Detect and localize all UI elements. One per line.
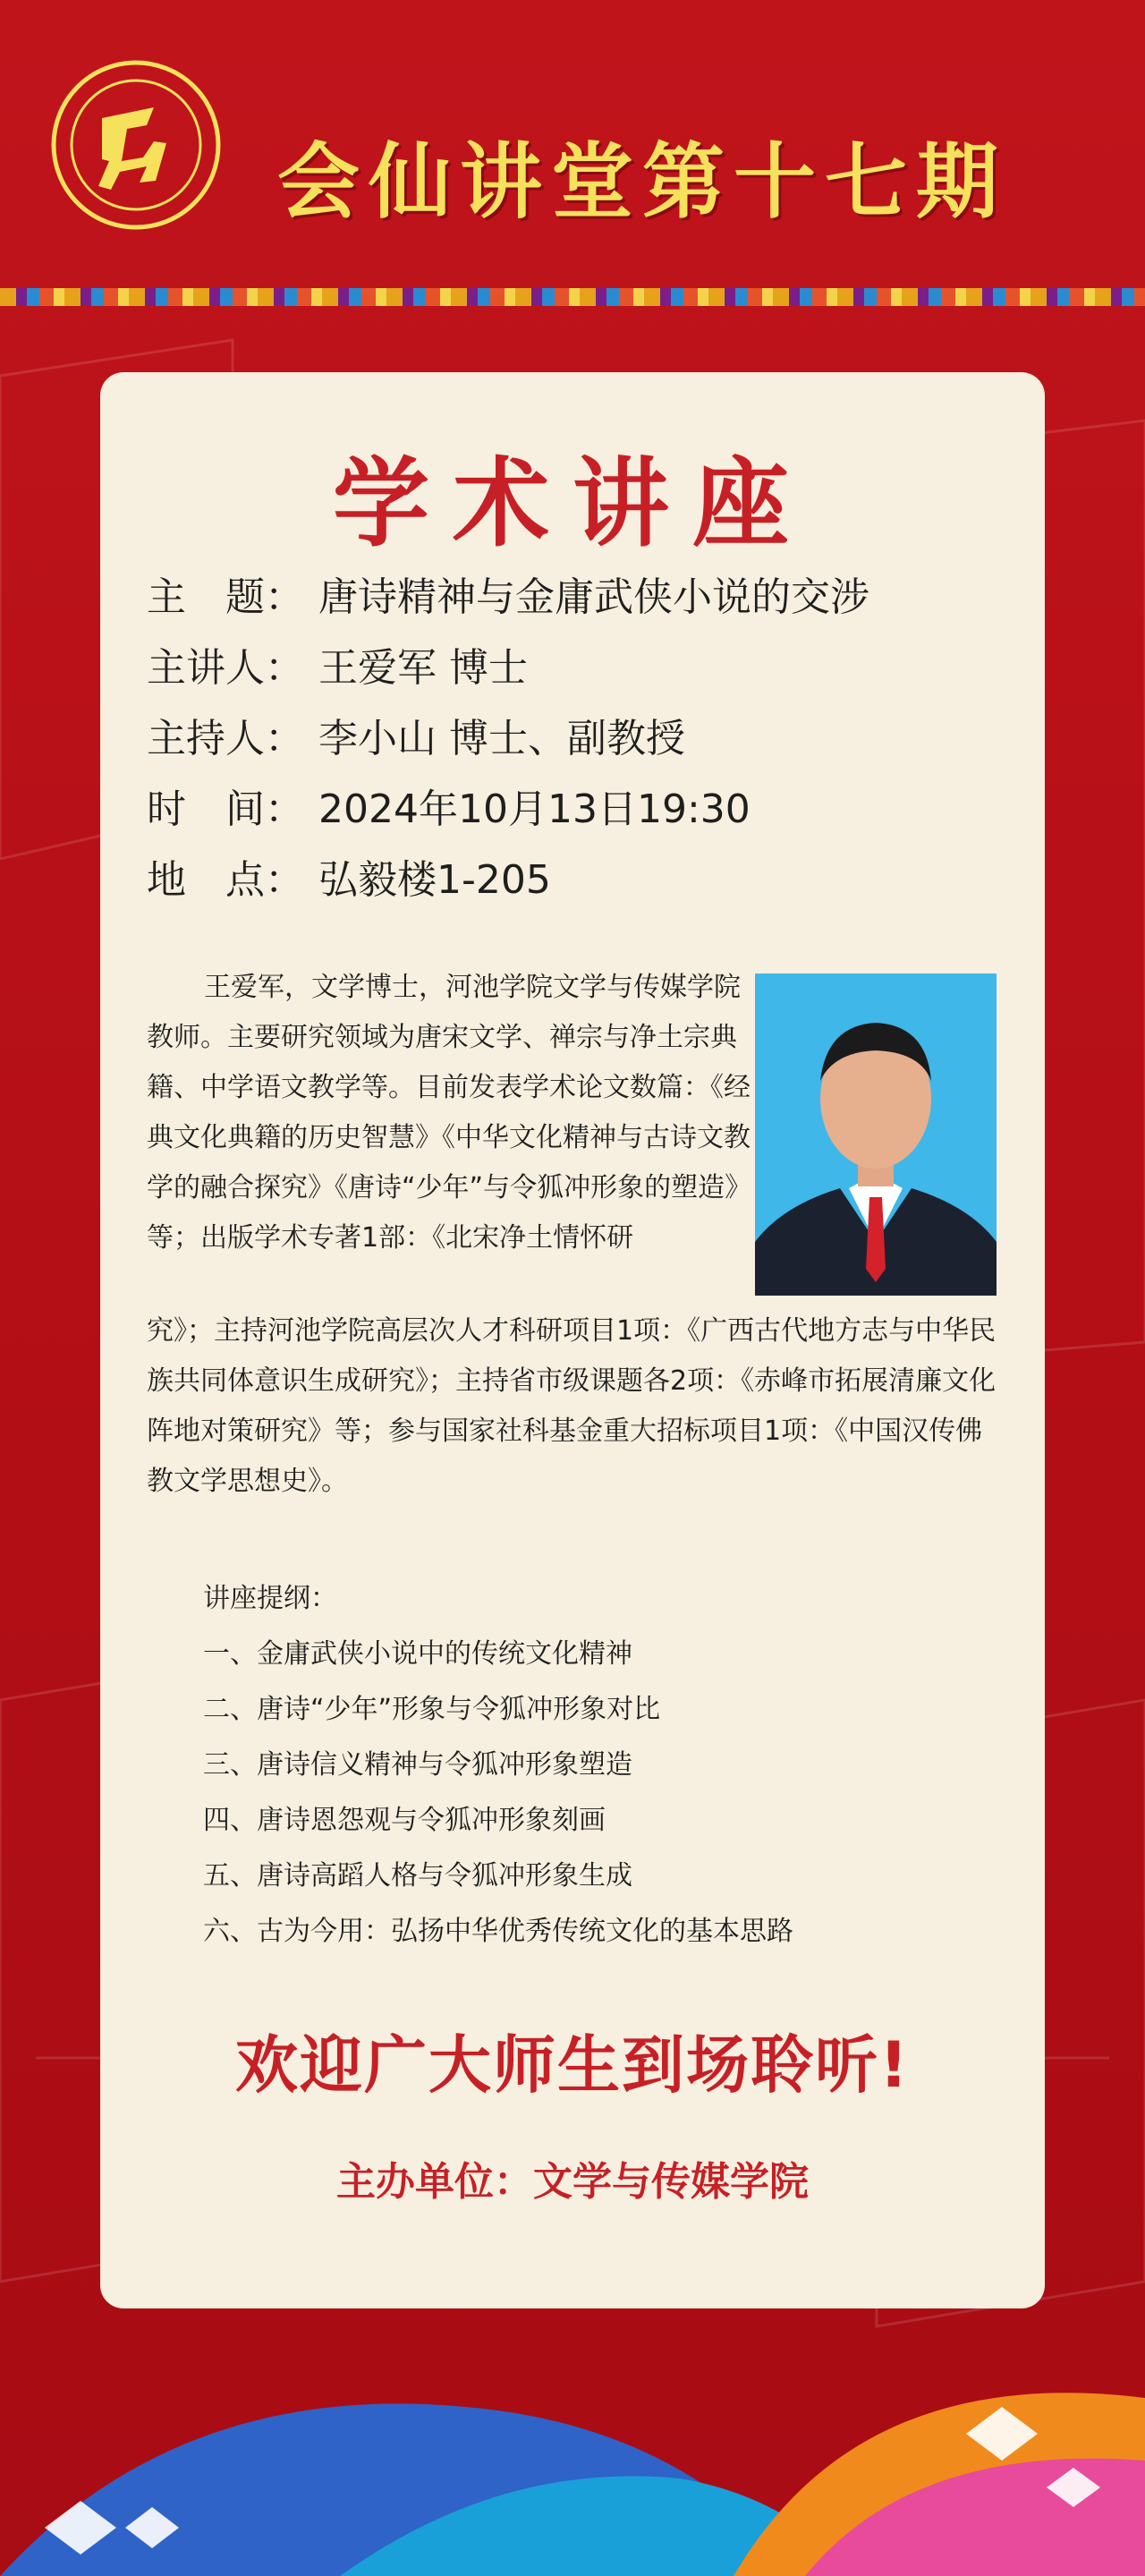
info-value: 王爱军 博士 bbox=[318, 645, 528, 691]
outline-title: 讲座提纲： bbox=[203, 1583, 337, 1614]
info-location bbox=[147, 845, 869, 915]
info-value: 2024年10月13日19:30 bbox=[318, 786, 751, 832]
outline-item: 四、唐诗恩怨观与令狐冲形象刻画 bbox=[203, 1805, 606, 1836]
info-time bbox=[147, 774, 869, 845]
info-value: 唐诗精神与金庸武侠小说的交涉 bbox=[318, 574, 869, 620]
outline-item: 二、唐诗“少年”形象与令狐冲形象对比 bbox=[203, 1694, 661, 1725]
info-label: 时 间： bbox=[147, 786, 304, 832]
outline-item: 三、唐诗信义精神与令狐冲形象塑造 bbox=[203, 1749, 632, 1781]
lecture-card bbox=[100, 372, 1045, 2308]
info-host bbox=[147, 703, 869, 774]
outline-item: 一、金庸武侠小说中的传统文化精神 bbox=[203, 1638, 632, 1670]
lecture-series-title: 会仙讲堂第十七期 bbox=[277, 133, 1008, 230]
ethnic-pattern-stripe bbox=[0, 288, 1145, 306]
outline-item: 六、古为今用：弘扬中华优秀传统文化的基本思路 bbox=[203, 1916, 793, 1947]
university-logo bbox=[47, 55, 225, 234]
info-label: 主讲人： bbox=[147, 645, 304, 691]
lecture-outline bbox=[203, 1571, 793, 1960]
speaker-bio-continued: 究》；主持河池学院高层次人才科研项目1项：《广西古代地方志与中华民族共同体意识生成研究》；主持省市级课题各2项：《赤峰市拓展清廉文化阵地对策研究》等；参与国家社科基金重大招标项目1项：《中国汉传佛教文学思想史》。 bbox=[147, 1315, 997, 1497]
info-label: 主持人： bbox=[147, 716, 304, 761]
info-label: 地 点： bbox=[147, 857, 304, 903]
speaker-bio: 王爱军，文学博士，河池学院文学与传媒学院教师。主要研究领域为唐宋文学、禅宗与净土宗典籍、中学语文教学等。目前发表学术论文数篇：《经典文化典籍的历史智慧》《中华文化精神与古诗文教学的融合探究》《唐诗“少年”与令狐冲形象的塑造》等；出版学术专著1部：《北宋净土情怀研 bbox=[147, 972, 752, 1254]
bottom-decoration bbox=[0, 2326, 1145, 2576]
info-speaker bbox=[147, 633, 869, 703]
info-label: 主 题： bbox=[147, 574, 304, 620]
info-value: 弘毅楼1-205 bbox=[318, 857, 551, 903]
lecture-info bbox=[147, 562, 869, 915]
host-organization: 主办单位：文学与传媒学院 bbox=[336, 2159, 809, 2205]
info-value: 李小山 博士、副教授 bbox=[318, 716, 685, 761]
welcome-message: 欢迎广大师生到场聆听! bbox=[235, 2028, 910, 2102]
info-topic bbox=[147, 562, 869, 633]
outline-item: 五、唐诗高蹈人格与令狐冲形象生成 bbox=[203, 1860, 632, 1892]
card-title: 学术讲座 bbox=[332, 447, 812, 560]
speaker-photo bbox=[755, 973, 997, 1296]
